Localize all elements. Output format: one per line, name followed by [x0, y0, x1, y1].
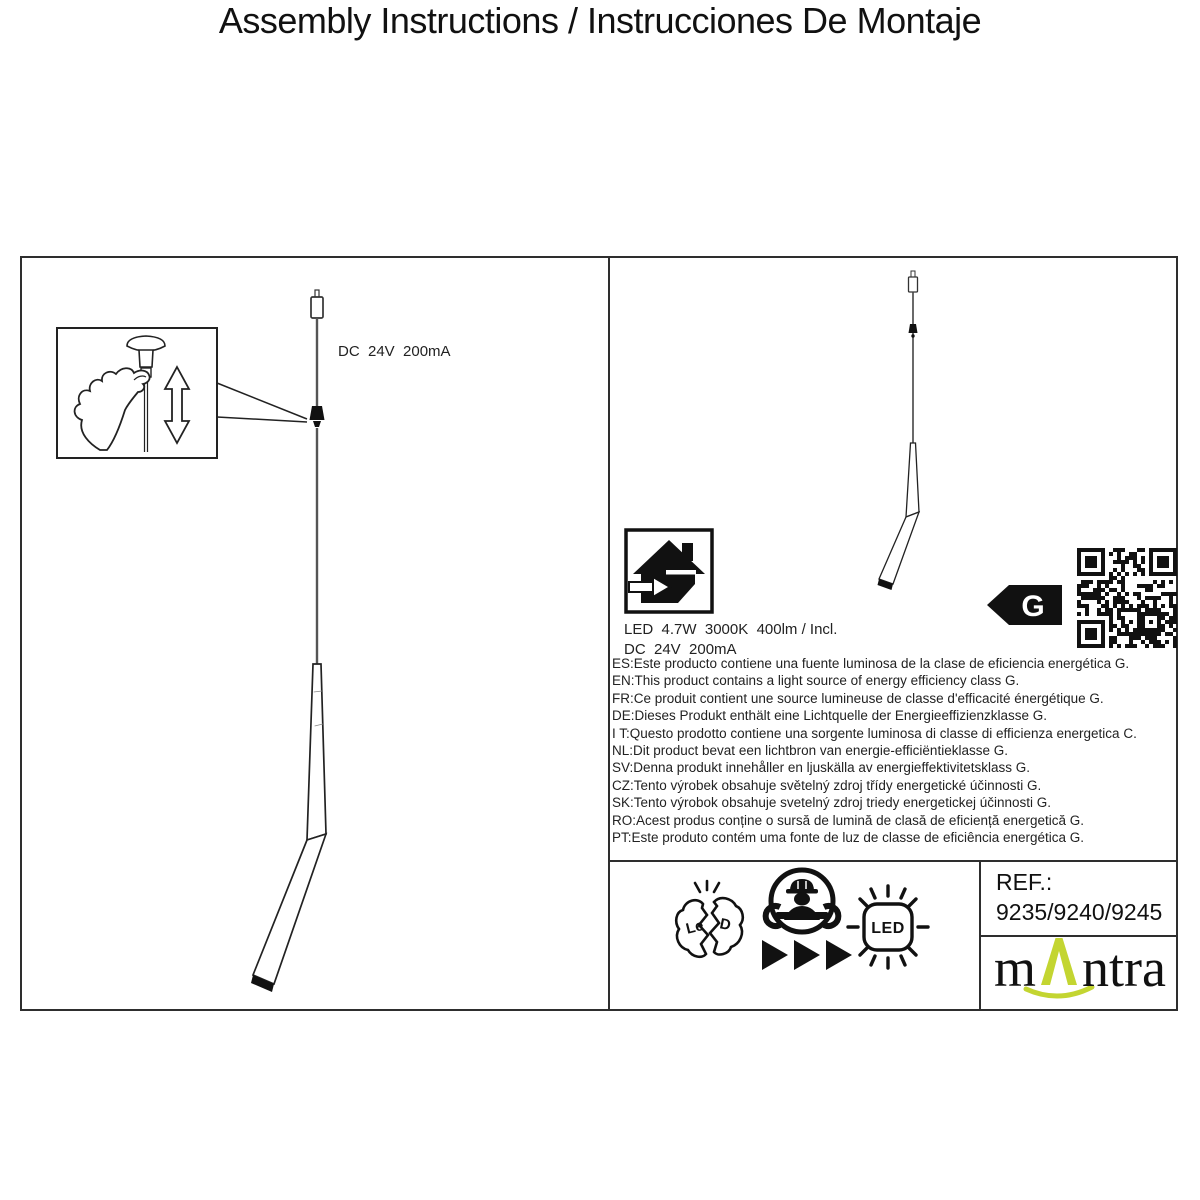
broken-led-label-right: D — [718, 915, 733, 935]
lamp-spec-line1: LED 4.7W 3000K 400lm / Incl. — [624, 621, 838, 638]
brand-caret-icon — [1038, 934, 1080, 986]
led-light-source-icon — [840, 880, 936, 976]
brand-logo — [982, 934, 1178, 1008]
energy-statement-line: SV:Denna produkt innehåller en ljuskälla av energieffektivitetsklass G. — [612, 760, 1030, 776]
brand-text-suffix: ntra — [1082, 938, 1166, 998]
wrench-icon — [776, 912, 828, 919]
energy-statement-line: FR:Ce produit contient une source lumineuse de classe d'efficacité énergétique G. — [612, 690, 1104, 706]
energy-statement-line: EN:This product contains a light source of energy efficiency class G. — [612, 673, 1020, 689]
led-icon-label: LED — [871, 920, 905, 937]
broken-led-icon — [672, 876, 750, 980]
page-title: Assembly Instructions / Instrucciones De Montaje — [218, 0, 982, 41]
qr-code — [1074, 545, 1180, 651]
panel-divider-vertical — [608, 256, 610, 1011]
energy-statements — [612, 655, 1137, 846]
ref-label: REF.: — [996, 869, 1053, 895]
footer-divider-horizontal — [608, 860, 1178, 862]
brand-text-prefix: m — [994, 938, 1037, 998]
energy-statement-line: SK:Tento výrobok obsahuje svetelný zdroj triedy energetickej účinnosti G. — [612, 795, 1051, 811]
energy-class-arrow — [986, 583, 1064, 627]
lamp-spec-line2: DC 24V 200mA — [624, 641, 737, 658]
indoor-use-icon — [624, 528, 714, 614]
ref-numbers: 9235/9240/9245 — [996, 899, 1163, 925]
energy-statement-line: DE:Dieses Produkt enthält eine Lichtquelle der Energieeffizienzklasse G. — [612, 708, 1047, 724]
energy-statement-line: I T:Questo prodotto contiene una sorgente luminosa di classe di efficienza energetica C. — [612, 725, 1137, 741]
energy-statement-line: CZ:Tento výrobek obsahuje světelný zdroj třídy energetické účinnosti G. — [612, 777, 1042, 793]
energy-statement-line: NL:Dit product bevat een lichtbron van energie-efficiëntieklasse G. — [612, 743, 1008, 759]
broken-led-label-left: Le — [684, 916, 706, 938]
energy-class-letter: G — [1021, 590, 1045, 623]
power-spec-label: DC 24V 200mA — [338, 343, 451, 360]
replace-arrows-icon — [762, 940, 852, 970]
energy-statement-line: ES:Este producto contiene una fuente luminosa de la clase de eficiencia energética G. — [612, 656, 1130, 671]
energy-statement-line: RO:Acest produs conține o sursă de lumină de clasă de eficiență energetică G. — [612, 812, 1085, 828]
energy-statement-line: PT:Este produto contém uma fonte de luz de classe de eficiência energética G. — [612, 830, 1085, 846]
